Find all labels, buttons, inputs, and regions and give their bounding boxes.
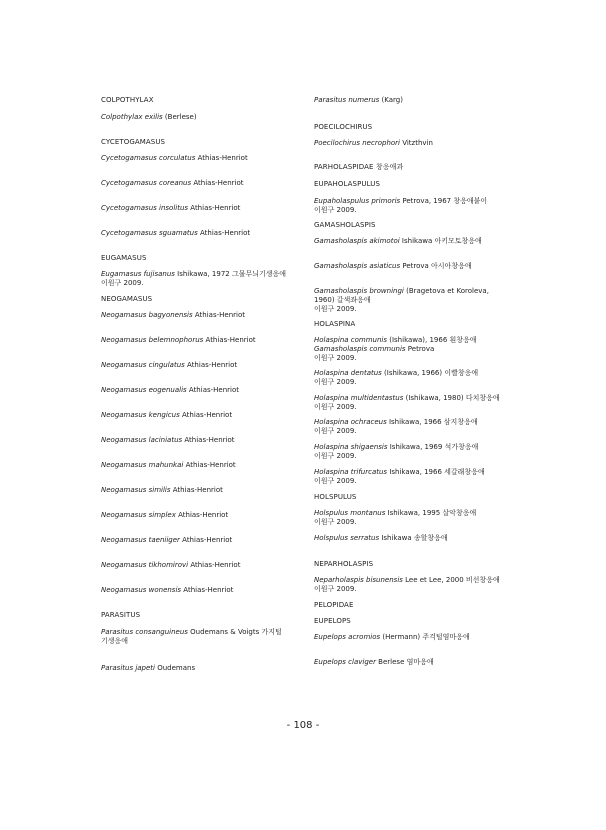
genus-heading-text: EUGAMASUS: [101, 254, 147, 262]
species-author: Ishikawa 송할창응애: [379, 534, 448, 542]
genus-heading-text: NEOGAMASUS: [101, 295, 153, 303]
species-entry: [314, 443, 504, 461]
species-author: Oudemans: [155, 664, 196, 672]
genus-heading: [314, 560, 504, 569]
species-entry: [101, 536, 291, 545]
species-name: Cycetogamasus sguamatus: [101, 229, 198, 237]
species-author: Athias-Henriot: [170, 486, 223, 494]
species-name: Neparholaspis bisunensis: [314, 576, 403, 584]
species-author: (Berlese): [162, 113, 197, 121]
species-entry: [101, 664, 291, 673]
genus-heading-text: HOLSPULUS: [314, 493, 357, 501]
species-name: Holaspina communis: [314, 336, 388, 344]
species-name: Holspulus montanus: [314, 509, 386, 517]
species-author: Lee et Lee, 2000 비선창응애: [402, 576, 500, 584]
genus-heading: [101, 295, 291, 304]
species-author: (Bragetova et Koroleva,: [403, 287, 489, 295]
species-name: Parasitus japeti: [101, 664, 155, 672]
genus-heading-text: CYCETOGAMASUS: [101, 138, 166, 146]
genus-heading: [314, 123, 504, 132]
genus-heading: [314, 617, 504, 626]
species-line: 기생응애: [101, 637, 129, 645]
species-name: Parasitus consanguineus: [101, 628, 188, 636]
species-entry: [101, 113, 291, 122]
species-author: Athias-Henriot: [175, 511, 229, 519]
genus-heading-text: EUPAHOLASPULUS: [314, 180, 381, 188]
species-name: Neogamasus taeniiger: [101, 536, 180, 544]
species-line: 이원구 2009.: [314, 378, 357, 386]
genus-heading: [101, 611, 291, 620]
species-author: Oudemans & Voigts 가지털: [187, 628, 282, 636]
genus-heading-text: COLPOTHYLAX: [101, 96, 154, 104]
species-name: Neogamasus tikhomirovi: [101, 561, 189, 569]
species-name: Eugamasus fujisanus: [101, 270, 175, 278]
genus-heading-text: GAMASHOLASPIS: [314, 221, 376, 229]
species-author: Athias-Henriot: [188, 561, 241, 569]
genus-heading: [314, 320, 504, 329]
species-author: Ishikawa 아키모토창응애: [399, 237, 482, 245]
species-name: Cycetogamasus coreanus: [101, 179, 192, 187]
genus-heading-text: PELOPIDAE: [314, 601, 354, 609]
species-entry: [314, 287, 504, 314]
species-entry: [101, 229, 291, 238]
species-name: Neogamasus eogenualis: [101, 386, 187, 394]
species-author: Berlese 염마응애: [375, 658, 434, 666]
species-name: Holaspina trifurcatus: [314, 468, 388, 476]
species-line: 이원구 2009.: [314, 518, 357, 526]
species-line: 이원구 2009.: [314, 403, 357, 411]
species-name: Neogamasus simplex: [101, 511, 176, 519]
genus-heading: [314, 180, 504, 189]
species-entry: [101, 461, 291, 470]
species-line: 이원구 2009.: [314, 354, 357, 362]
species-name: Cycetogamasus insolitus: [101, 204, 189, 212]
species-author: Ishikawa, 1995 살악창응애: [385, 509, 477, 517]
species-name: Gamasholaspis browningi: [314, 287, 404, 295]
species-entry: [314, 96, 504, 105]
genus-heading-text: POECILOCHIRUS: [314, 123, 373, 131]
species-author: Athias-Henriot: [181, 586, 234, 594]
species-entry: [101, 436, 291, 445]
species-author: Athias-Henriot: [192, 311, 245, 319]
species-name: Eupelops claviger: [314, 658, 376, 666]
species-name: Cycetogamasus corculatus: [101, 154, 196, 162]
species-line: 이원구 2009.: [314, 452, 357, 460]
species-line: 이원구 2009.: [314, 477, 357, 485]
species-author: Athias-Henriot: [182, 436, 235, 444]
species-entry: [314, 576, 504, 594]
species-entry: [314, 336, 504, 363]
species-entry: [314, 658, 504, 667]
species-entry: [101, 628, 291, 646]
species-author: Athias-Henriot: [197, 229, 251, 237]
species-name: Eupaholaspulus primoris: [314, 197, 401, 205]
species-line: 이원구 2009.: [314, 305, 357, 313]
species-name: Holspulus serratus: [314, 534, 380, 542]
species-line: Petrova: [405, 345, 435, 353]
species-author: Athias-Henriot: [179, 536, 233, 544]
genus-heading-text: NEPARHOLASPIS: [314, 560, 374, 568]
species-name: Poecilochirus necrophori: [314, 139, 400, 147]
species-line: 이원구 2009.: [314, 206, 357, 214]
species-author: Athias-Henriot: [195, 154, 248, 162]
species-author: Ishikawa, 1972 그물무늬기생응애: [174, 270, 287, 278]
species-line: 1960) 갈색좌응애: [314, 296, 371, 304]
synonym-name: Gamasholaspis communis: [314, 345, 406, 353]
genus-heading: [314, 221, 504, 230]
species-author: Petrova 아시아창응애: [400, 262, 472, 270]
species-author: Ishikawa, 1966 삼지창응애: [386, 418, 478, 426]
species-name: Neogamasus cingulatus: [101, 361, 185, 369]
species-entry: [101, 511, 291, 520]
species-name: Neogamasus similis: [101, 486, 171, 494]
species-name: Holaspina dentatus: [314, 369, 382, 377]
genus-heading: [101, 138, 291, 147]
species-author: Athias-Henriot: [183, 461, 236, 469]
species-author: Athias-Henriot: [188, 204, 241, 212]
species-entry: [101, 361, 291, 370]
genus-heading: [314, 163, 504, 172]
species-author: Ishikawa, 1969 석가창응애: [387, 443, 479, 451]
species-name: Neogamasus kengicus: [101, 411, 180, 419]
species-entry: [101, 411, 291, 420]
species-line: 이원구 2009.: [314, 427, 357, 435]
species-entry: [101, 311, 291, 320]
species-name: Holaspina multidentastus: [314, 394, 404, 402]
species-entry: [314, 633, 504, 642]
species-name: Gamasholaspis akimotoi: [314, 237, 400, 245]
species-entry: [101, 270, 291, 288]
page-number: - 108 -: [286, 720, 320, 731]
species-author: Athias-Henriot: [184, 361, 238, 369]
species-entry: [314, 394, 504, 412]
species-name: Neogamasus bagyonensis: [101, 311, 193, 319]
genus-heading: [101, 96, 291, 105]
species-entry: [314, 262, 504, 271]
species-name: Parasitus numerus: [314, 96, 380, 104]
genus-heading-text: HOLASPINA: [314, 320, 356, 328]
species-entry: [101, 586, 291, 595]
genus-heading-text: PARASITUS: [101, 611, 141, 619]
species-name: Neogamasus mahunkai: [101, 461, 184, 469]
species-author: (Hermann) 주걱털염마응애: [380, 633, 470, 641]
species-author: (Karg): [379, 96, 403, 104]
species-entry: [314, 237, 504, 246]
genus-heading-text: PARHOLASPIDAE 창응애과: [314, 163, 404, 171]
species-entry: [101, 204, 291, 213]
species-author: Petrova, 1967 창응애붙이: [400, 197, 488, 205]
genus-heading: [314, 601, 504, 610]
species-line: 이원구 2009.: [101, 279, 144, 287]
species-name: Neogamasus laciniatus: [101, 436, 183, 444]
species-author: (Ishikawa), 1966 흰창응애: [387, 336, 477, 344]
species-entry: [314, 534, 504, 543]
species-name: Neogamasus belemnophorus: [101, 336, 204, 344]
species-entry: [314, 139, 504, 148]
genus-heading: [314, 493, 504, 502]
genus-heading-text: EUPELOPS: [314, 617, 351, 625]
species-entry: [101, 179, 291, 188]
species-author: Vitzthvin: [400, 139, 433, 147]
species-entry: [314, 509, 504, 527]
species-entry: [101, 386, 291, 395]
species-name: Neogamasus wonensis: [101, 586, 182, 594]
genus-heading: [101, 254, 291, 263]
species-entry: [101, 561, 291, 570]
species-author: (Ishikawa, 1980) 다치창응애: [403, 394, 500, 402]
species-author: Athias-Henriot: [191, 179, 244, 187]
species-author: Ishikawa, 1966 세갈래창응애: [387, 468, 485, 476]
species-name: Holaspina shigaensis: [314, 443, 388, 451]
species-entry: [101, 336, 291, 345]
species-entry: [101, 154, 291, 163]
species-author: Athias-Henriot: [186, 386, 240, 394]
species-entry: [314, 197, 504, 215]
species-name: Eupelops acromios: [314, 633, 381, 641]
species-name: Colpothylax exilis: [101, 113, 163, 121]
species-author: (Ishikawa, 1966) 이빨창응애: [381, 369, 479, 377]
species-line: 이원구 2009.: [314, 585, 357, 593]
species-entry: [314, 369, 504, 387]
species-entry: [314, 468, 504, 486]
species-entry: [101, 486, 291, 495]
species-name: Holaspina ochraceus: [314, 418, 387, 426]
species-author: Athias-Henriot: [179, 411, 233, 419]
species-name: Gamasholaspis asiaticus: [314, 262, 401, 270]
species-author: Athias-Henriot: [203, 336, 256, 344]
species-entry: [314, 418, 504, 436]
